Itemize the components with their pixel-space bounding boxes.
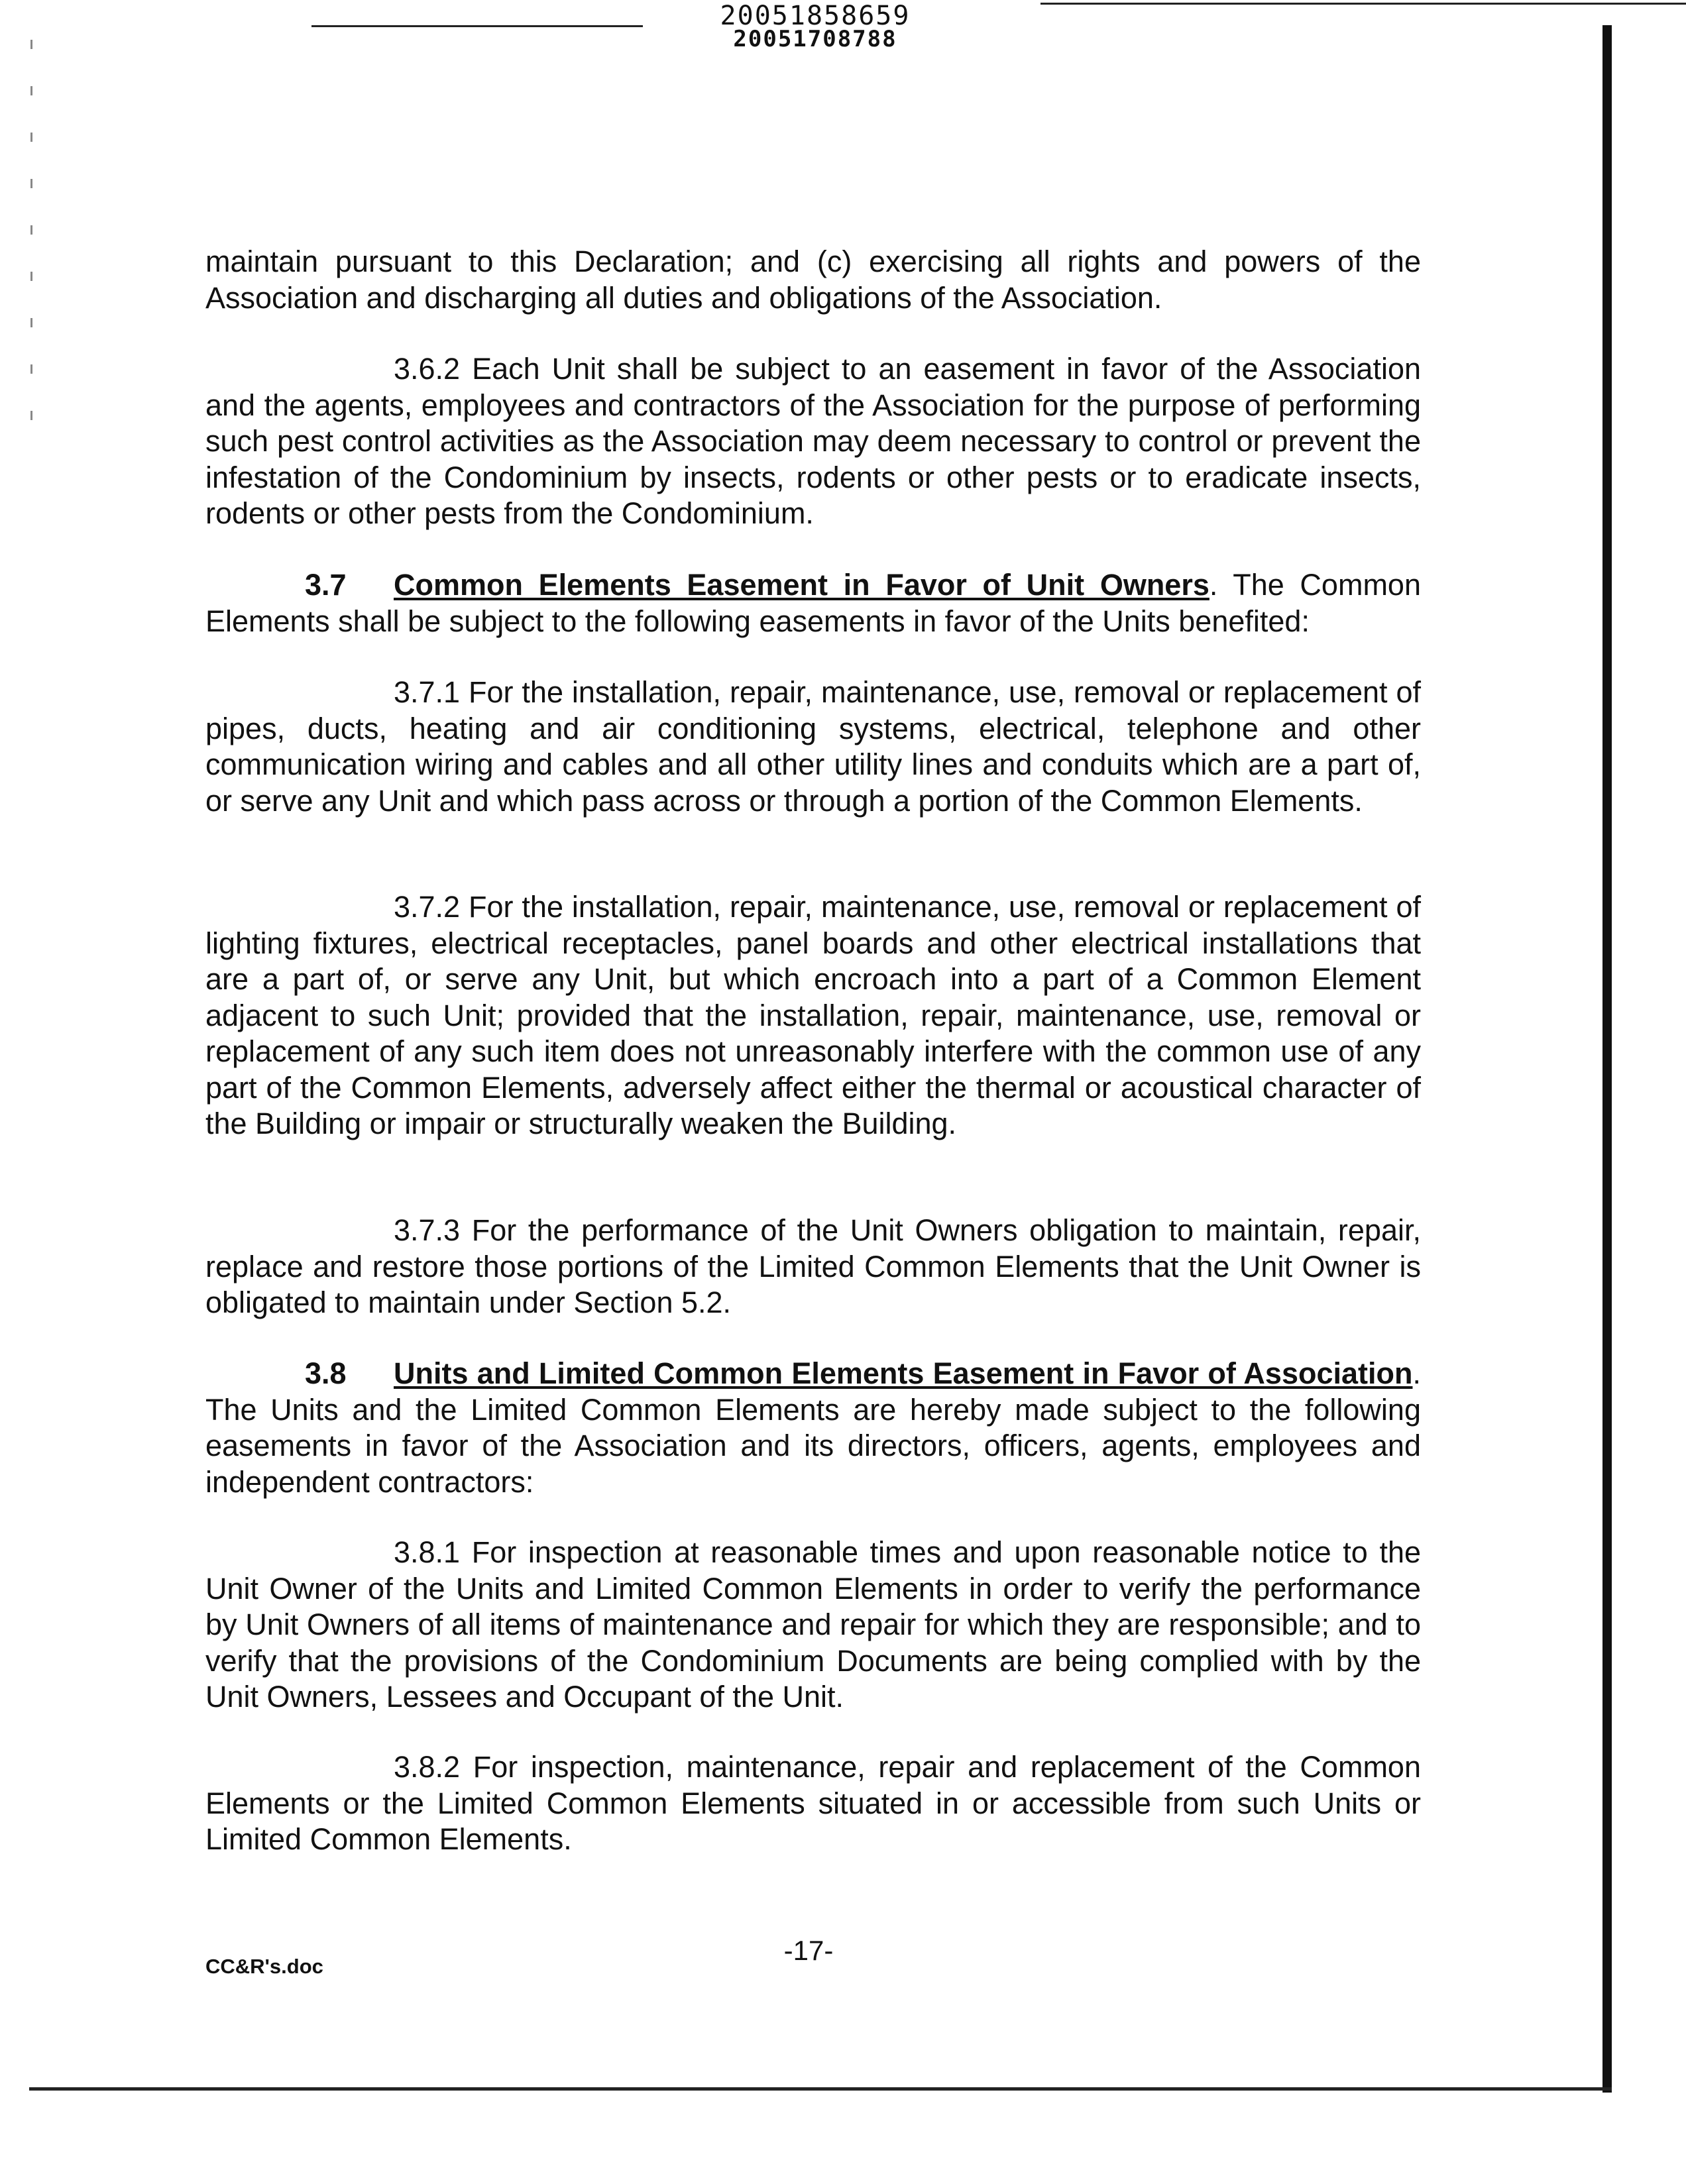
recording-number: 20051708788 (733, 26, 897, 52)
paragraph-3-8-1: 3.8.1 For inspection at reasonable times and upon reasonable notice to the Unit Owner of the Units and Limited Common Elements in order to verify the performance by Unit Owners of all items of maintenance and repair for which they are responsible; and to verify that the provisions of the Condominium Documents are being complied with by the Unit Owners, Lessees and Occupant of the Unit. (205, 1535, 1421, 1714)
scan-artifact-line (311, 25, 643, 27)
footer-filename: CC&R's.doc (205, 1955, 323, 1978)
recording-number: 20051858659 (720, 1, 911, 31)
section-title: Common Elements Easement in Favor of Unit Owners (394, 568, 1209, 602)
paragraph-3-7-3: 3.7.3 For the performance of the Unit Owners obligation to maintain, repair, replace and restore those portions of the Limited Common Elements that the Unit Owner is obligated to maintain under Section 5.2. (205, 1213, 1421, 1319)
section-number: 3.7 (305, 568, 347, 602)
paragraph-continuation: maintain pursuant to this Declaration; and (c) exercising all rights and powers of the Association and discharging all duties and obligations of the Association. (205, 245, 1421, 315)
scan-artifact-border (29, 2087, 1612, 2091)
section-number: 3.8 (305, 1356, 347, 1390)
paragraph-3-7-1: 3.7.1 For the installation, repair, maintenance, use, removal or replacement of pipes, ducts, heating and air conditioning systems, electrical, telephone and other communication wiring and cables and all other utility lines and conduits which are a part of, or serve any Unit and which pass across or through a portion of the Common Elements. (205, 675, 1421, 818)
paragraph-3-7-2: 3.7.2 For the installation, repair, maintenance, use, removal or replacement of lighting fixtures, electrical receptacles, panel boards and other electrical installations that are a part of, or serve any Unit, but which encroach into a part of a Common Element adjacent to such Unit; provided that the installation, repair, maintenance, use, removal or replacement of any such item does not unreasonably interfere with the common use of any part of the Common Elements, adversely affect either the thermal or acoustical character of the Building or impair or structurally weaken the Building. (205, 890, 1421, 1140)
scan-artifact-border (1602, 25, 1612, 2093)
paragraph-3-8-2: 3.8.2 For inspection, maintenance, repair and replacement of the Common Elements or the Limited Common Elements situated in or accessible from such Units or Limited Common Elements. (205, 1750, 1421, 1856)
page-number: -17- (783, 1935, 834, 1966)
section-3-8 (205, 1356, 1421, 1500)
document-numbers (676, 3, 954, 50)
scan-artifact-ticks (30, 40, 32, 437)
paragraph-3-6-2: 3.6.2 Each Unit shall be subject to an easement in favor of the Association and the agents, employees and contractors of the Association for the purpose of performing such pest control activities as the Association may deem necessary to control or prevent the infestation of the Condominium by insects, rodents or other pests or to eradicate insects, rodents or other pests from the Condominium. (205, 352, 1421, 530)
section-3-7 (205, 567, 1421, 639)
section-text: . The Common Elements shall be subject to the following easements in favor of the Units benefited: (205, 568, 1421, 638)
scan-artifact-line (1040, 3, 1686, 5)
section-text: . The Units and the Limited Common Elements are hereby made subject to the following easements in favor of the Association and its directors, officers, agents, employees and independent contractors: (205, 1356, 1421, 1499)
section-title: Units and Limited Common Elements Easement in Favor of Association (394, 1356, 1413, 1390)
